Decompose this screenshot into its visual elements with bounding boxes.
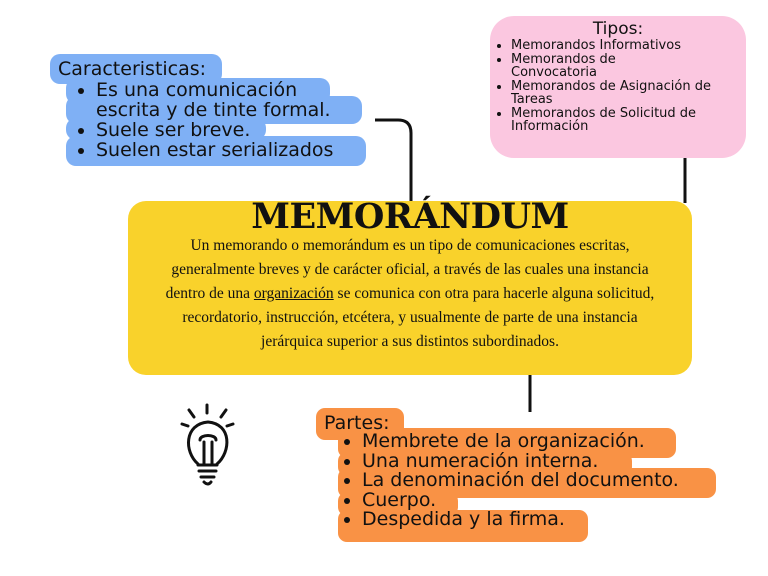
description-text: Un memorando o memorándum es un tipo de comunicaciones escritas, generalmente breves y de carácter oficial, a través de las cuales una instancia dentro de una	[165, 237, 649, 302]
description-link[interactable]: organización	[253, 285, 334, 302]
tipos-item: • Memorandos de Convocatoria	[511, 53, 661, 80]
partes-list	[324, 432, 762, 530]
caracteristicas-item: • Suelen estar serializados	[96, 140, 368, 160]
lightbulb-icon	[176, 402, 240, 488]
connector-caracteristicas	[375, 120, 411, 202]
description-text: se comunica con otra para hacerle alguna solicitud, recordatorio, instrucción, etcétera, y usualmente de parte de una instancia jerárquica superior a sus distintos subordinados.	[182, 285, 655, 350]
partes-title: Partes:	[324, 412, 390, 434]
partes-item: • Despedida y la firma.	[362, 510, 762, 530]
partes-item: • Una numeración interna.	[362, 452, 762, 472]
tipos-list	[496, 39, 757, 134]
partes-item: • Cuerpo.	[362, 491, 762, 511]
main-title: MEMORÁNDUM	[251, 196, 569, 237]
caracteristicas-title: Caracteristicas:	[58, 58, 207, 80]
caracteristicas-item: • Es una comunicación escrita y de tinte formal.	[96, 80, 358, 120]
caracteristicas-box	[58, 58, 368, 160]
tipos-title: Tipos:	[592, 19, 644, 39]
caracteristicas-list	[58, 80, 368, 160]
tipos-item: • Memorandos de Asignación de Tareas	[511, 80, 736, 107]
partes-item: • Membrete de la organización.	[362, 432, 762, 452]
main-description	[150, 234, 670, 354]
partes-item: • La denominación del documento.	[362, 471, 762, 491]
tipos-item: • Memorandos de Solicitud de Información	[511, 107, 757, 134]
caracteristicas-item: • Suele ser breve.	[96, 120, 368, 140]
tipos-item: • Memorandos Informativos	[511, 39, 757, 53]
